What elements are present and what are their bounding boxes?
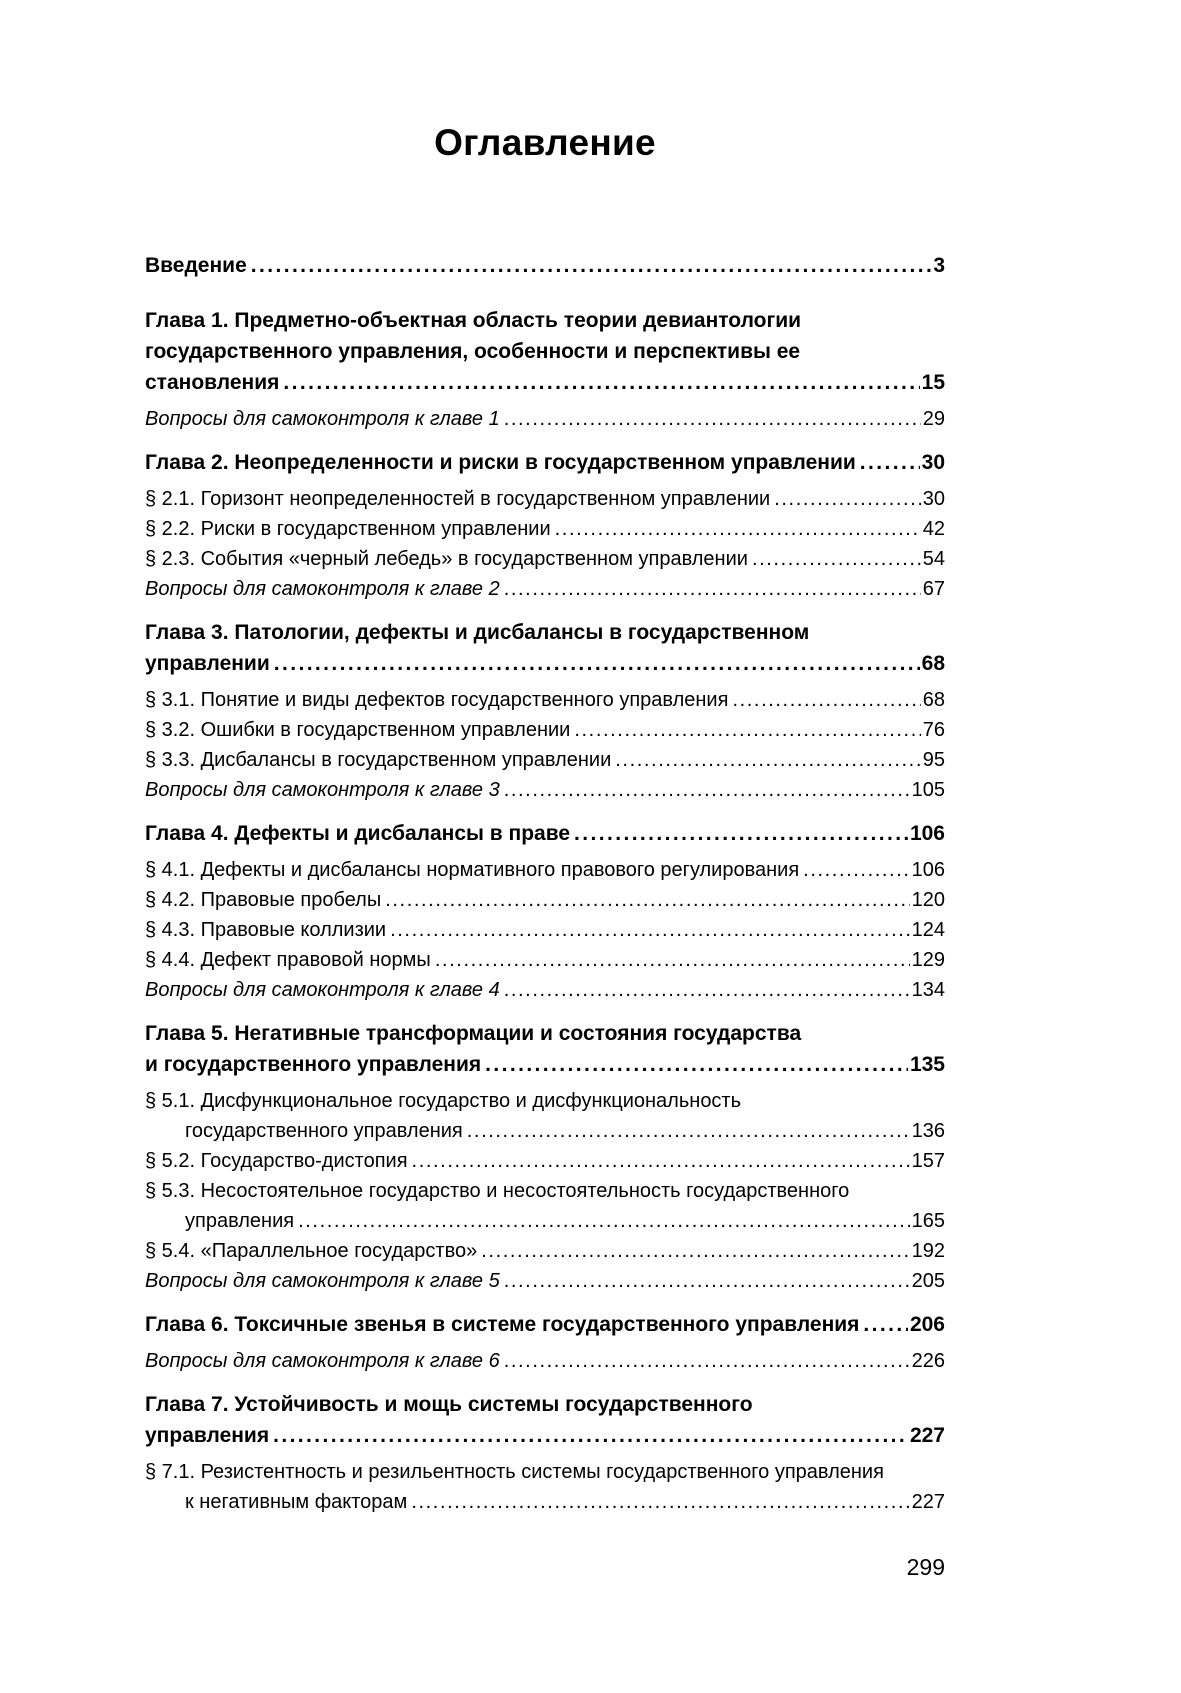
toc-entry-text: управлении bbox=[145, 652, 270, 675]
dot-leader bbox=[860, 447, 920, 478]
toc-entry-text: государственного управления, особенности и перспективы ее bbox=[145, 340, 801, 363]
toc-page-number: 30 bbox=[922, 488, 945, 510]
toc-page-number: 95 bbox=[922, 749, 945, 771]
dot-leader bbox=[803, 855, 909, 885]
dot-leader bbox=[385, 885, 909, 915]
toc-entry-text: Вопросы для самоконтроля к главе 6 bbox=[145, 1350, 500, 1372]
dot-leader bbox=[752, 544, 921, 574]
toc-entry bbox=[145, 514, 945, 544]
toc-entry-text: к негативным факторам bbox=[185, 1491, 408, 1513]
dot-leader bbox=[481, 1236, 909, 1266]
toc-page-number: 165 bbox=[911, 1210, 945, 1232]
toc-entry-text: § 4.4. Дефект правовой нормы bbox=[145, 949, 431, 971]
dot-leader bbox=[504, 1266, 910, 1296]
toc-entry-text: § 4.2. Правовые пробелы bbox=[145, 889, 382, 911]
dot-leader bbox=[411, 1487, 909, 1517]
dot-leader bbox=[504, 975, 910, 1005]
toc-entry-text: Введение bbox=[145, 254, 247, 277]
toc-page-number: 106 bbox=[911, 859, 945, 881]
toc-entry-text: Глава 1. Предметно-объектная область теории девиантологии bbox=[145, 309, 802, 332]
toc-entry bbox=[145, 617, 945, 679]
dot-leader bbox=[574, 715, 920, 745]
toc-entry bbox=[145, 975, 945, 1005]
toc-entry-text: § 2.1. Горизонт неопределенностей в государственном управлении bbox=[145, 488, 771, 510]
toc-entry bbox=[145, 447, 945, 478]
toc-entry-text: государственного управления bbox=[185, 1120, 463, 1142]
dot-leader bbox=[615, 745, 921, 775]
toc-entry-text: § 5.1. Дисфункциональное государство и дисфункциональность bbox=[145, 1090, 742, 1112]
toc-entry-text: Вопросы для самоконтроля к главе 2 bbox=[145, 578, 500, 600]
toc-entry bbox=[145, 855, 945, 885]
toc-entry bbox=[145, 544, 945, 574]
toc-entry bbox=[145, 1086, 945, 1146]
toc-page-number: 42 bbox=[922, 518, 945, 540]
toc-page-number: 67 bbox=[922, 578, 945, 600]
toc-page-number: 3 bbox=[933, 254, 945, 277]
toc-entry-text: § 2.2. Риски в государственном управлении bbox=[145, 518, 551, 540]
dot-leader bbox=[485, 1049, 908, 1080]
dot-leader bbox=[774, 484, 921, 514]
toc-page-number: 134 bbox=[911, 979, 945, 1001]
toc-entry-text: Глава 6. Токсичные звенья в системе государственного управления bbox=[145, 1313, 860, 1336]
toc-page-number: 136 bbox=[911, 1120, 945, 1142]
toc-page-number: 206 bbox=[909, 1313, 945, 1336]
toc-entry-text: Вопросы для самоконтроля к главе 4 bbox=[145, 979, 500, 1001]
toc-entry-text: становления bbox=[145, 371, 280, 394]
toc-entry bbox=[145, 1018, 945, 1080]
dot-leader bbox=[555, 514, 921, 544]
toc-page-number: 227 bbox=[911, 1491, 945, 1513]
toc-entry bbox=[145, 1176, 945, 1236]
toc-page-number: 54 bbox=[922, 548, 945, 570]
toc-list bbox=[145, 250, 945, 1517]
toc-page-number: 192 bbox=[911, 1240, 945, 1262]
toc-entry bbox=[145, 250, 945, 281]
toc-page-number: 129 bbox=[911, 949, 945, 971]
toc-entry-text: Глава 4. Дефекты и дисбалансы в праве bbox=[145, 822, 571, 845]
toc-entry-text: Вопросы для самоконтроля к главе 5 bbox=[145, 1270, 500, 1292]
toc-page-number: 106 bbox=[909, 822, 945, 845]
toc-entry bbox=[145, 945, 945, 975]
toc-entry-text: Глава 2. Неопределенности и риски в государственном управлении bbox=[145, 451, 856, 474]
toc-entry-text: § 4.3. Правовые коллизии bbox=[145, 919, 387, 941]
dot-leader bbox=[732, 685, 920, 715]
toc-entry bbox=[145, 818, 945, 849]
toc-entry bbox=[145, 885, 945, 915]
toc-entry-text: Глава 5. Негативные трансформации и состояния государства bbox=[145, 1022, 802, 1045]
toc-entry-text: управления bbox=[185, 1210, 295, 1232]
toc-entry-text: § 3.1. Понятие и виды дефектов государственного управления bbox=[145, 689, 729, 711]
toc-entry-text: и государственного управления bbox=[145, 1053, 482, 1076]
toc-entry bbox=[145, 1457, 945, 1517]
toc-page-number: 157 bbox=[911, 1150, 945, 1172]
toc-entry bbox=[145, 715, 945, 745]
dot-leader bbox=[863, 1309, 908, 1340]
toc-page-number: 29 bbox=[922, 408, 945, 430]
toc-entry-text: § 4.1. Дефекты и дисбалансы нормативного правового регулирования bbox=[145, 859, 800, 881]
toc-entry-text: управления bbox=[145, 1424, 270, 1447]
toc-entry bbox=[145, 484, 945, 514]
toc-content bbox=[145, 122, 945, 1517]
toc-entry bbox=[145, 404, 945, 434]
dot-leader bbox=[504, 1346, 910, 1376]
toc-entry bbox=[145, 1309, 945, 1340]
toc-entry bbox=[145, 915, 945, 945]
toc-page-number: 105 bbox=[911, 779, 945, 801]
toc-page-number: 120 bbox=[911, 889, 945, 911]
toc-entry-text: § 7.1. Резистентность и резильентность системы государственного управления bbox=[145, 1461, 884, 1483]
dot-leader bbox=[467, 1116, 910, 1146]
toc-entry-text: Вопросы для самоконтроля к главе 1 bbox=[145, 408, 500, 430]
toc-entry bbox=[145, 775, 945, 805]
toc-entry bbox=[145, 745, 945, 775]
toc-page-number: 15 bbox=[921, 371, 945, 394]
toc-entry-text: § 3.3. Дисбалансы в государственном управлении bbox=[145, 749, 612, 771]
toc-entry-text: Глава 7. Устойчивость и мощь системы государственного bbox=[145, 1393, 753, 1416]
toc-page-number: 227 bbox=[909, 1424, 945, 1447]
dot-leader bbox=[273, 1420, 908, 1451]
dot-leader bbox=[574, 818, 908, 849]
toc-entry bbox=[145, 574, 945, 604]
toc-entry-text: § 3.2. Ошибки в государственном управлении bbox=[145, 719, 571, 741]
toc-entry-text: § 2.3. События «черный лебедь» в государственном управлении bbox=[145, 548, 748, 570]
toc-page-number: 68 bbox=[922, 689, 945, 711]
toc-entry bbox=[145, 1236, 945, 1266]
toc-entry bbox=[145, 1146, 945, 1176]
dot-leader bbox=[283, 367, 919, 398]
dot-leader bbox=[435, 945, 910, 975]
toc-page-number: 76 bbox=[922, 719, 945, 741]
toc-entry-text: § 5.2. Государство-дистопия bbox=[145, 1150, 408, 1172]
folio-page-number: 299 bbox=[906, 1554, 945, 1580]
page-title: Оглавление bbox=[434, 122, 656, 163]
toc-page-number: 205 bbox=[911, 1270, 945, 1292]
toc-entry-text: § 5.3. Несостоятельное государство и несостоятельность государственного bbox=[145, 1180, 850, 1202]
dot-leader bbox=[274, 648, 920, 679]
toc-page-number: 226 bbox=[911, 1350, 945, 1372]
toc-entry bbox=[145, 305, 945, 398]
toc-entry-text: Вопросы для самоконтроля к главе 3 bbox=[145, 779, 500, 801]
dot-leader bbox=[251, 250, 932, 281]
toc-entry-text: Глава 3. Патологии, дефекты и дисбалансы в государственном bbox=[145, 621, 810, 644]
dot-leader bbox=[504, 404, 921, 434]
dot-leader bbox=[504, 574, 921, 604]
toc-entry bbox=[145, 1346, 945, 1376]
toc-page-number: 68 bbox=[921, 652, 945, 675]
dot-leader bbox=[504, 775, 910, 805]
toc-entry bbox=[145, 1266, 945, 1296]
dot-leader bbox=[390, 915, 910, 945]
toc-page-number: 30 bbox=[921, 451, 945, 474]
toc-page-number: 135 bbox=[909, 1053, 945, 1076]
toc-page-number: 124 bbox=[911, 919, 945, 941]
dot-leader bbox=[412, 1146, 910, 1176]
toc-entry bbox=[145, 1389, 945, 1451]
dot-leader bbox=[298, 1206, 910, 1236]
toc-entry bbox=[145, 685, 945, 715]
toc-entry-text: § 5.4. «Параллельное государство» bbox=[145, 1240, 478, 1262]
